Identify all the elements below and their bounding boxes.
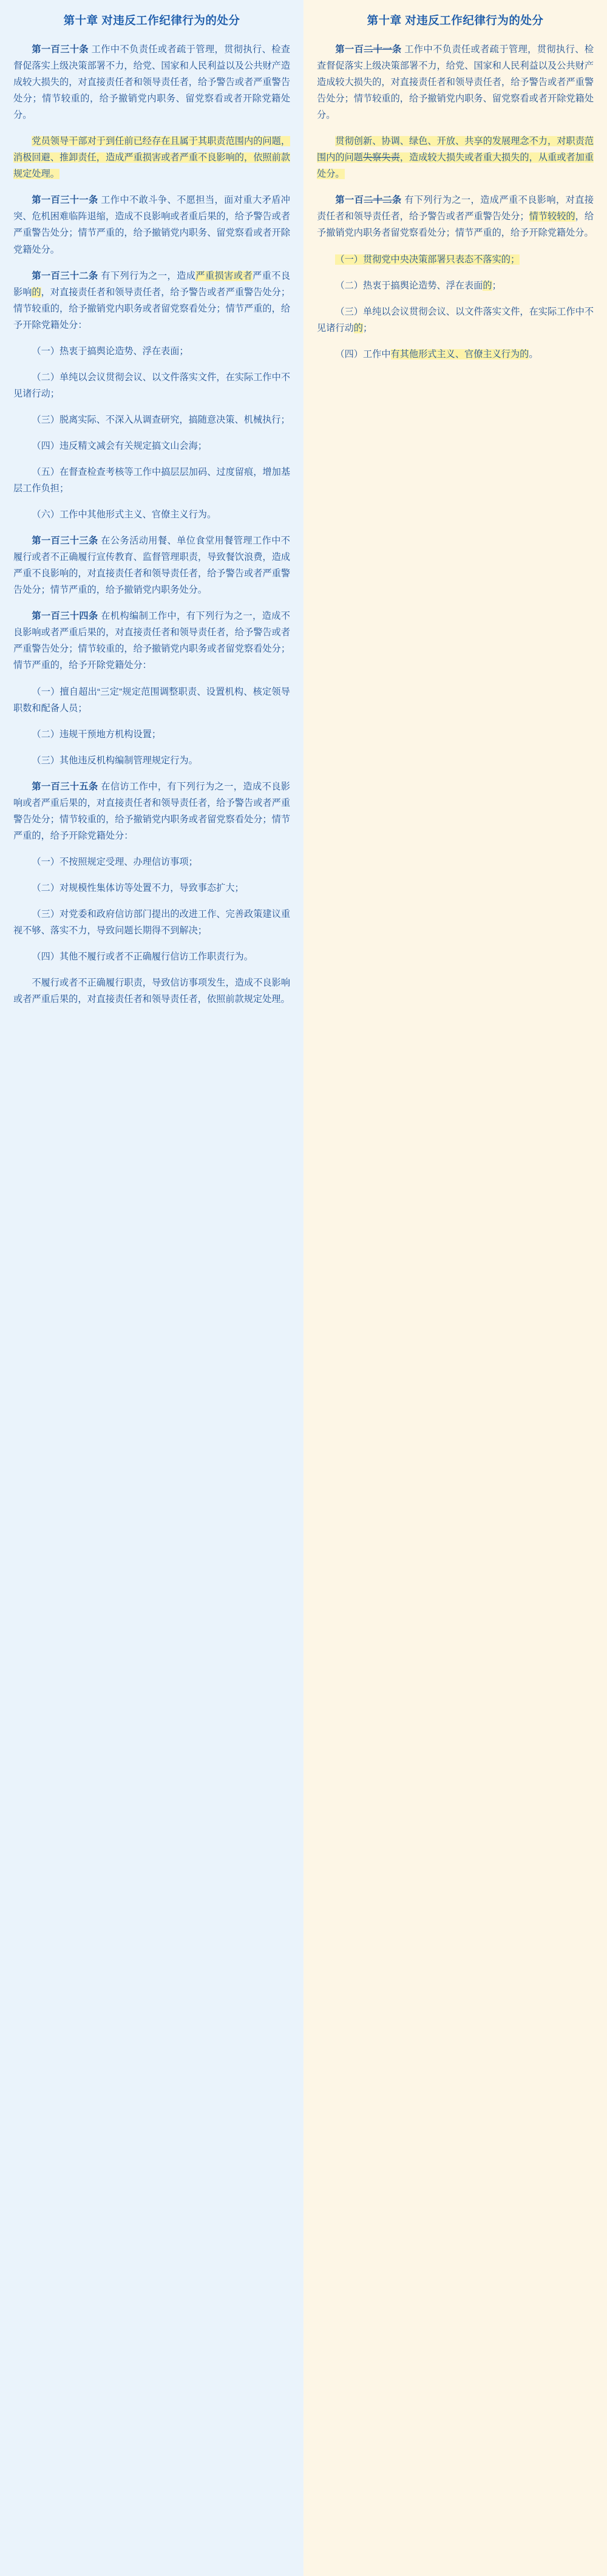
text-segment: （一）热衷于搞舆论造势、浮在表面；: [32, 346, 189, 356]
paragraph: [13, 906, 290, 939]
text-segment: 在机构编制工作中，有下列行为之一，造成不良影响或者严重后果的，对直接责任者和领导责任者，给予警告或者严重警告处分；情节较重的，给予撤销党内职务或者留党察看处分；情节严重的，给予开除党籍处分：: [13, 611, 290, 671]
text-segment: 第一百三十条: [32, 44, 89, 55]
right-column-body: [317, 41, 594, 363]
paragraph: [13, 949, 290, 965]
paragraph: [13, 684, 290, 717]
paragraph: [13, 975, 290, 1007]
text-segment: （六）工作中其他形式主义、官僚主义行为。: [32, 509, 217, 520]
paragraph: [13, 464, 290, 497]
text-segment: 的: [483, 280, 492, 291]
paragraph: [317, 278, 594, 294]
right-column: [304, 0, 607, 2576]
paragraph: [13, 726, 290, 743]
text-segment: ，对直接责任者和领导责任者，给予警告或者严重警告处分；情节较重的，给予撤销党内职务或者留党察看处分；情节严重的，给予开除党籍处分：: [13, 287, 291, 330]
text-segment: ；: [362, 322, 373, 333]
paragraph: [317, 346, 594, 363]
left-column-body: [13, 41, 290, 1007]
text-segment: ；: [492, 280, 501, 291]
text-segment: 条: [392, 44, 402, 55]
text-segment: （一）擅自超出“三定”规定范围调整职责、设置机构、核定领导职数和配备人员；: [13, 686, 290, 714]
text-segment: 二十一: [364, 44, 393, 55]
text-segment: 失察失责: [363, 152, 400, 163]
paragraph: [13, 779, 290, 844]
text-segment: 严重损害或者: [195, 270, 253, 281]
text-segment: 情节较较的: [529, 211, 575, 222]
paragraph: [317, 41, 594, 123]
paragraph: [13, 608, 290, 673]
paragraph: [13, 412, 290, 428]
text-segment: 的: [353, 322, 363, 333]
text-segment: 贯彻党中央决策部署只表态不落实的；: [362, 254, 520, 265]
text-segment: 在信访工作中，有下列行为之一，造成不良影响或者严重后果的，对直接责任者和领导责任者，给予警告或者严重警告处分；情节较重的，给予撤销党内职务或者留党察看处分；情节严重的，给予开除党籍处分：: [13, 781, 290, 841]
paragraph: [13, 438, 290, 454]
paragraph: [13, 506, 290, 523]
paragraph: [13, 343, 290, 359]
text-segment: 第一百三十四条: [32, 611, 98, 622]
text-segment: 二十二: [364, 195, 393, 206]
text-segment: ，造成较大损失或者重大损失的，从重或者加重处分。: [317, 152, 594, 180]
text-segment: 第一百三十二条: [32, 270, 98, 281]
text-segment: 有下列行为之一，造成: [98, 270, 196, 281]
text-segment: 有下列行为之一，造成严重不良影响，对直接责任者和领导责任者，给予警告或者严重警告处分；: [317, 195, 594, 222]
paragraph: [13, 880, 290, 896]
text-segment: 有其他形式主义、官僚主义行为的: [390, 349, 529, 359]
text-segment: 工作中不负责任或者疏于管理，贯彻执行、检查督促落实上级决策部署不力，给党、国家和人民利益以及公共财产造成较大损失的，对直接责任者和领导责任者，给予警告或者严重警告处分；情节较重的，给予撤销党内职务、留党察看或者开除党籍处分。: [13, 44, 290, 121]
text-segment: （三）脱离实际、不深入从调查研究，搞随意决策、机械执行；: [32, 414, 290, 425]
text-segment: 工作中不敢斗争、不愿担当，面对重大矛盾冲突、危机困难临阵退缩，造成不良影响或者重后果的，给予警告或者严重警告处分；情节严重的，给予撤销党内职务、留党察看或者开除党籍处分。: [13, 195, 290, 255]
paragraph: [13, 41, 290, 123]
text-segment: 严重不良影响: [13, 270, 291, 298]
right-column-title: 第十章 对违反工作纪律行为的处分: [367, 14, 544, 27]
text-segment: （二）热衷于搞舆论造势、浮在表面: [335, 280, 483, 291]
text-segment: （二）单纯以会议贯彻会议、以文件落实文件，在实际工作中不见诸行动；: [13, 372, 290, 399]
text-segment: （五）在督查检查考核等工作中搞层层加码、过度留痕，增加基层工作负担；: [13, 466, 290, 494]
text-segment: （一）不按照规定受理、办理信访事项；: [32, 856, 198, 867]
text-segment: 党员领导干部对于到任前已经存在且属于其职责范围内的问题，消极回避、推卸责任，造成严重损害或者严重不良影响的，依照前款规定处理。: [13, 136, 290, 180]
paragraph: [13, 133, 290, 182]
text-segment: 第一百三十三条: [32, 536, 98, 547]
text-segment: 条: [392, 195, 402, 206]
text-segment: 。: [529, 349, 538, 359]
text-segment: 在公务活动用餐、单位食堂用餐管理工作中不履行或者不正确履行宣传教育、监督管理职责，导致餐饮浪费，造成严重不良影响的，对直接责任者和领导责任者，给予警告或者严重警告处分；情节严重的，给予撤销党内职务处分。: [13, 536, 290, 596]
text-segment: 的: [32, 287, 41, 298]
text-segment: （四）工作中: [335, 349, 391, 359]
text-segment: （四）其他不履行或者不正确履行信访工作职责行为。: [32, 952, 253, 963]
text-segment: 第一百三十五条: [32, 781, 98, 792]
paragraph: [13, 533, 290, 598]
text-segment: 第一百: [335, 195, 364, 206]
paragraph: [317, 133, 594, 182]
paragraph: [317, 192, 594, 241]
paragraph: [13, 752, 290, 769]
paragraph: [13, 369, 290, 402]
text-segment: 第一百: [335, 44, 364, 55]
paragraph: [13, 192, 290, 257]
text-segment: （四）违反精文减会有关规定搞文山会海；: [32, 440, 207, 451]
text-segment: 工作中不负责任或者疏于管理，贯彻执行、检查督促落实上级决策部署不力，给党、国家和人民利益以及公共财产造成较大损失的，对直接责任者和领导责任者，给予警告或者严重警告处分；情节较重的，给予撤销党内职务、留党察看或者开除党籍处分。: [317, 44, 594, 121]
text-segment: （二）违规干预地方机构设置；: [32, 729, 161, 740]
paragraph: [317, 304, 594, 336]
paragraph: [13, 854, 290, 870]
text-segment: （二）对规模性集体访等处置不力，导致事态扩大；: [32, 882, 244, 893]
text-segment: ，给予撤销党内职务者留党察看处分；情节严重的，给予开除党籍处分。: [317, 211, 594, 239]
text-segment: 贯彻创新、协调、绿色、开放、共享的发展理念不力，对职责范围内的问题: [317, 136, 594, 163]
text-segment: （三）其他违反机构编制管理规定行为。: [32, 755, 198, 766]
text-segment: （三）单纯以会议贯彻会议、以文件落实文件，在实际工作中不见诸行动: [317, 306, 594, 333]
text-segment: （三）对党委和政府信访部门提出的改进工作、完善政策建议重视不够、落实不力，导致问题长期得不到解决；: [13, 908, 290, 936]
text-segment: （一）: [335, 254, 363, 265]
paragraph: [317, 251, 594, 268]
left-column-title: 第十章 对违反工作纪律行为的处分: [63, 14, 240, 27]
paragraph: [13, 268, 290, 333]
text-segment: 不履行或者不正确履行职责，导致信访事项发生，造成不良影响或者严重后果的，对直接责任者和领导责任者，依照前款规定处理。: [13, 978, 290, 1005]
text-segment: 第一百三十一条: [32, 195, 98, 206]
